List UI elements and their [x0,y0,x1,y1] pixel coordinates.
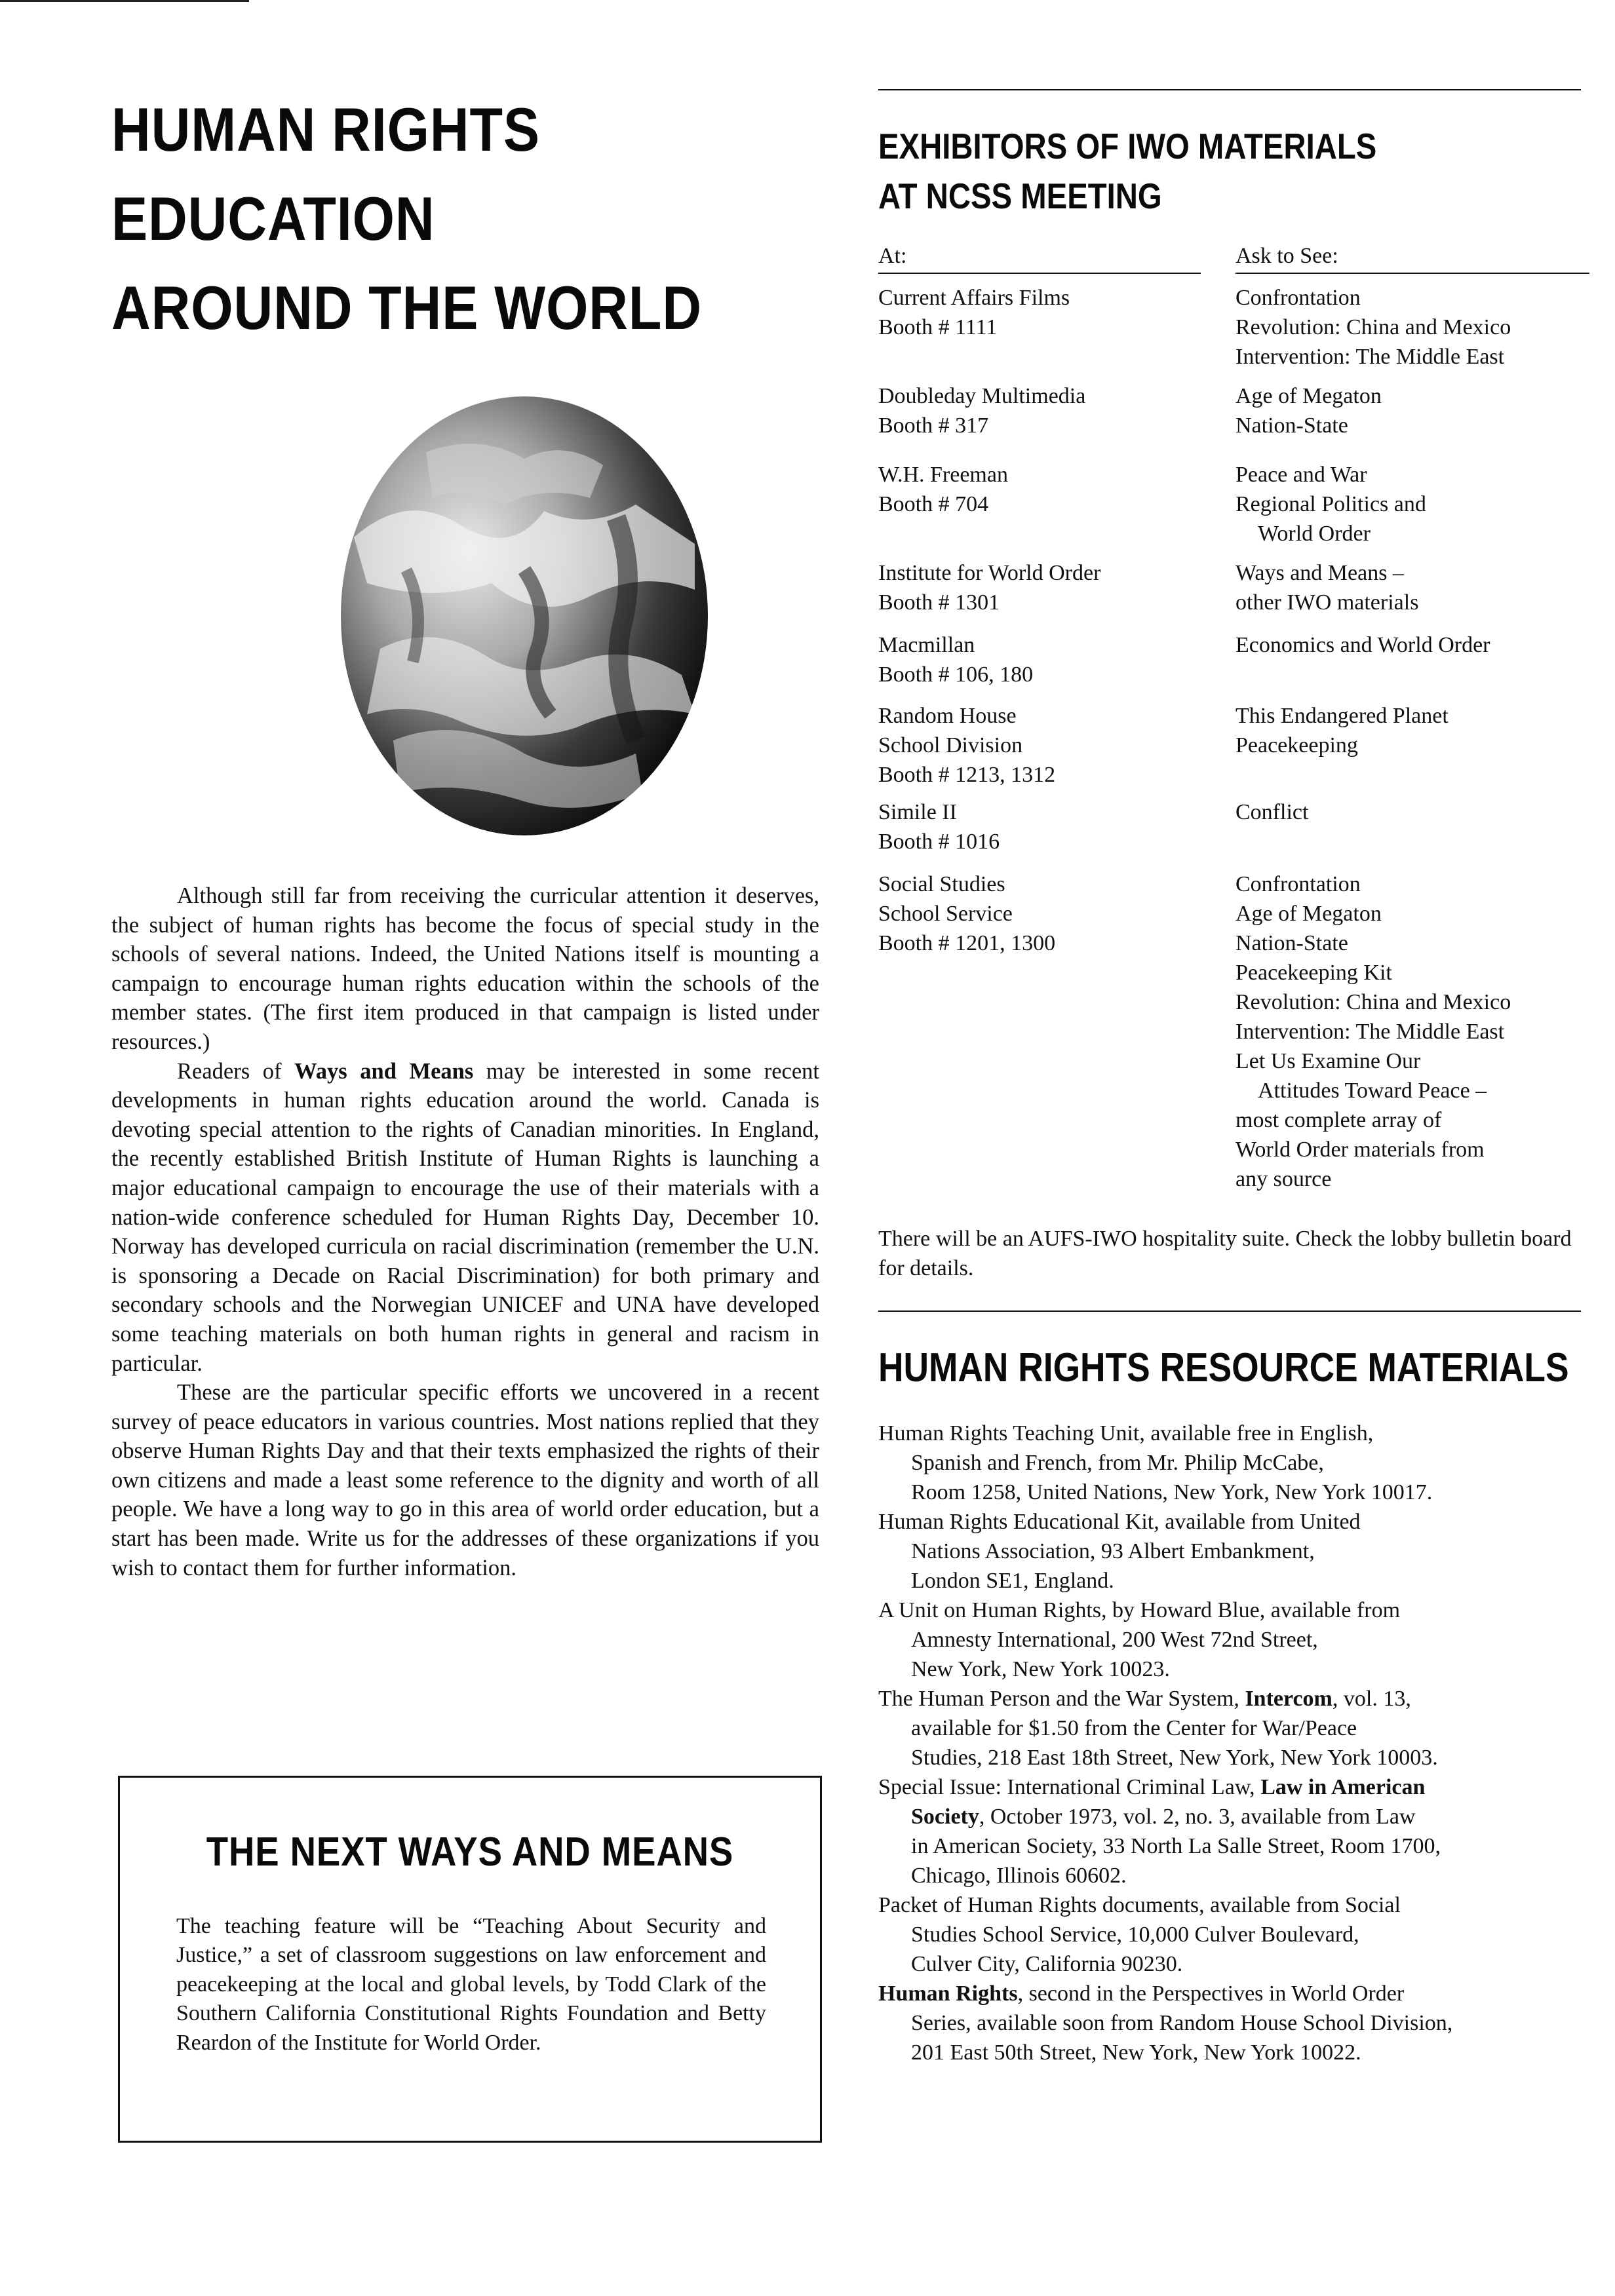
exhibitor-booth [878,630,1219,689]
exhibitor-material-line: Age of Megaton [1236,902,1382,926]
next-issue-text: The teaching feature will be “Teaching About Security and Justice,” a set of classroom suggestions on law enforcement and peacekeeping at the local and global levels, by Todd Clark of the Southern California Constitutional Rights Foundation and Betty Reardon of the Institute for World Order. [176,1914,766,2055]
exhibitor-booth-line: Doubleday Multimedia [878,384,1086,408]
exhibitor-booth-line: Booth # 317 [878,413,989,438]
exhibitor-booth [878,460,1219,519]
corner-rule [0,0,249,2]
resource-text-run: Law in American [1260,1775,1426,1799]
exhibitor-booth-line: Booth # 1213, 1312 [878,763,1056,787]
resource-text-run: Amnesty International, 200 West 72nd Street, [911,1628,1318,1652]
resource-text-run: Packet of Human Rights documents, available from Social [878,1893,1401,1917]
exhibitor-material-line: Nation-State [1236,413,1348,438]
resource-text-run: Intercom [1245,1687,1333,1711]
resource-item [878,1890,1586,1979]
resources-list [878,1419,1586,2067]
exhibitor-material-line: Age of Megaton [1236,384,1382,408]
exhibitor-material-line: Ways and Means – [1236,561,1404,585]
exhibitor-material-line: Attitudes Toward Peace – [1258,1079,1487,1103]
resource-text-run: Culver City, California 90230. [911,1952,1183,1976]
exhibitor-booth-line: Booth # 1016 [878,830,1000,854]
body-paragraph-1 [111,881,819,1057]
resource-line [878,1772,1586,1802]
resource-text-run: in American Society, 33 North La Salle Street, Room 1700, [911,1834,1441,1858]
exhibitor-booth [878,701,1219,790]
resource-item [878,1979,1586,2067]
exhibitor-booth [878,381,1219,440]
exhibitor-material-line: World Order [1258,522,1371,546]
left-column [111,85,819,2055]
resource-text-run: Special Issue: International Criminal Law, [878,1775,1261,1799]
resource-line [878,1537,1586,1566]
exhibitor-booth-line: Macmillan [878,633,975,657]
title-line-2: EDUCATION [111,184,435,253]
exhibitor-materials [1236,558,1603,617]
resource-line [878,1979,1586,2008]
exhibitor-booth-line: Social Studies [878,872,1005,896]
article-body [111,881,819,1582]
resource-item [878,1684,1586,1772]
exhibitor-materials [1236,870,1603,1194]
exhibitor-booth-line: Booth # 1111 [878,315,998,339]
next-issue-title: THE NEXT WAYS AND MEANS [206,1829,734,1875]
resource-text-run: , vol. 13, [1332,1687,1411,1711]
exhibitors-title-line-1: EXHIBITORS OF IWO MATERIALS [878,126,1377,166]
exhibitor-booth-line: W.H. Freeman [878,463,1008,487]
resource-line [878,1713,1586,1743]
exhibitors-title [878,121,1376,221]
exhibitor-material-line: Conflict [1236,800,1309,824]
exhibitor-booth-line: Booth # 1301 [878,590,1000,615]
resource-line [878,1802,1586,1831]
resource-text-run: 201 East 50th Street, New York, New York 10022. [911,2040,1361,2065]
exhibitor-materials [1236,630,1603,660]
body-paragraph-3 [111,1378,819,1582]
exhibitor-material-line: This Endangered Planet [1236,704,1449,728]
resource-text-run: available for $1.50 from the Center for War/Peace [911,1716,1357,1740]
exhibitor-material-line: Intervention: The Middle East [1236,1020,1505,1044]
resource-text-run: Series, available soon from Random House School Division, [911,2011,1453,2035]
exhibitor-material-line: Let Us Examine Our [1236,1049,1421,1073]
exhibitor-booth [878,558,1219,617]
body-text-run: Ways and Means [294,1058,474,1084]
earth-photo [328,373,721,858]
section-rule [878,1311,1581,1312]
resource-text-run: Spanish and French, from Mr. Philip McCabe, [911,1451,1324,1475]
column-header-ask-to-see: Ask to See: [1236,244,1338,268]
exhibitor-booth-line: School Division [878,733,1023,757]
exhibitor-materials [1236,381,1603,440]
resource-text-run: Human Rights [878,1981,1018,2006]
exhibitor-booth-line: Booth # 704 [878,492,989,516]
exhibitor-material-line: Revolution: China and Mexico [1236,990,1511,1014]
resource-item [878,1507,1586,1596]
column-header-rule-see [1236,273,1589,274]
resource-line [878,2008,1586,2038]
resource-text-run: Chicago, Illinois 60602. [911,1864,1127,1888]
resource-text-run: Nations Association, 93 Albert Embankment, [911,1539,1315,1563]
article-title [111,85,734,353]
resource-text-run: , second in the Perspectives in World Order [1017,1981,1405,2006]
resource-text-run: Human Rights Teaching Unit, available free in English, [878,1421,1374,1445]
exhibitors-title-line-2: AT NCSS MEETING [878,176,1162,216]
exhibitor-booth-line: School Service [878,902,1013,926]
next-issue-box [118,1776,822,2143]
body-text-run: These are the particular specific efforts we uncovered in a recent survey of peace educators in various countries. Most nations replied that they observe Human Rights Day and that their texts emphasized the rights of their own citizens and made a least some reference to the dignity and worth of all people. We have a long way to go in this area of world order education, but a start has been made. Write us for the addresses of these organizations if you wish to contact them for further information. [111,1380,819,1580]
resource-item [878,1596,1586,1684]
resource-text-run: London SE1, England. [911,1569,1114,1593]
exhibitor-material-line: Confrontation [1236,286,1361,310]
resources-title: HUMAN RIGHTS RESOURCE MATERIALS [878,1345,1569,1390]
resource-text-run: , October 1973, vol. 2, no. 3, available from Law [979,1805,1416,1829]
exhibitor-material-line: most complete array of [1236,1108,1442,1132]
exhibitor-booth [878,870,1219,958]
resource-line [878,1684,1586,1713]
exhibitor-booth-line: Booth # 106, 180 [878,662,1034,687]
exhibitor-booth-line: Simile II [878,800,957,824]
body-paragraph-2 [111,1057,819,1379]
body-text-run: Readers of [177,1058,295,1084]
resource-line [878,1448,1586,1478]
exhibitor-materials [1236,701,1603,760]
resource-line [878,1655,1586,1684]
resource-line [878,2038,1586,2067]
exhibitor-booth-line: Current Affairs Films [878,286,1070,310]
body-text-run: Although still far from receiving the curricular attention it deserves, the subject of human rights has become the focus of special study in the schools of several nations. Indeed, the United Nations itself is mounting a campaign to encourage human rights education within the schools of the member states. (The first item produced in that campaign is listed under resources.) [111,883,819,1054]
resource-line [878,1566,1586,1596]
right-column [878,0,1586,2296]
resource-line [878,1920,1586,1949]
exhibitor-materials [1236,283,1603,372]
resource-text-run: Studies School Service, 10,000 Culver Boulevard, [911,1923,1359,1947]
exhibitor-material-line: Peacekeeping [1236,733,1358,757]
exhibitor-booth [878,797,1219,856]
resource-line [878,1831,1586,1861]
resource-text-run: New York, New York 10023. [911,1657,1170,1681]
resource-text-run: The Human Person and the War System, [878,1687,1245,1711]
exhibitor-materials [1236,460,1603,548]
resource-text-run: A Unit on Human Rights, by Howard Blue, available from [878,1598,1401,1622]
exhibitor-booth-line: Random House [878,704,1017,728]
resource-text-run: Room 1258, United Nations, New York, New York 10017. [911,1480,1433,1504]
earth-globe-image [328,373,721,858]
exhibitor-material-line: Revolution: China and Mexico [1236,315,1511,339]
exhibitor-material-line: other IWO materials [1236,590,1419,615]
exhibitor-booth-line: Institute for World Order [878,561,1101,585]
exhibitor-material-line: any source [1236,1167,1332,1191]
resource-item [878,1772,1586,1890]
exhibitor-material-line: World Order materials from [1236,1138,1485,1162]
resource-text-run: Human Rights Educational Kit, available from United [878,1510,1361,1534]
resource-text-run: Society [911,1805,979,1829]
exhibitor-material-line: Nation-State [1236,931,1348,955]
resource-line [878,1478,1586,1507]
body-text-run: may be interested in some recent developments in human rights education around the world. Canada is devoting special attention to the rights of Canadian minorities. In England, the recently established British Institute of Human Rights is launching a major educational campaign to encourage the use of their materials with a nation-wide conference scheduled for Human Rights Day, December 10. Norway has developed curricula on racial discrimination (remember the U.N. is sponsoring a Decade on Racial Discrimination) for both primary and secondary schools and the Norwegian UNICEF and UNA have developed some teaching materials on both human rights in general and racism in particular. [111,1058,819,1376]
exhibitor-booth [878,283,1219,342]
hospitality-note: There will be an AUFS-IWO hospitality suite. Check the lobby bulletin board for details. [878,1227,1572,1280]
resource-line [878,1890,1586,1920]
title-line-1: HUMAN RIGHTS [111,95,540,164]
resource-line [878,1507,1586,1537]
exhibitor-material-line: Economics and World Order [1236,633,1490,657]
resource-line [878,1419,1586,1448]
resource-item [878,1419,1586,1507]
title-line-3: AROUND THE WORLD [111,273,702,342]
exhibitor-material-line: Confrontation [1236,872,1361,896]
exhibitor-materials [1236,797,1603,827]
exhibitor-material-line: Peace and War [1236,463,1367,487]
resource-line [878,1743,1586,1772]
exhibitor-material-line: Peacekeeping Kit [1236,961,1392,985]
exhibitor-material-line: Regional Politics and [1236,492,1426,516]
resource-line [878,1596,1586,1625]
resource-text-run: Studies, 218 East 18th Street, New York, New York 10003. [911,1746,1438,1770]
resource-line [878,1949,1586,1979]
top-rule [878,89,1581,90]
exhibitor-material-line: Intervention: The Middle East [1236,345,1505,369]
column-header-rule-at [878,273,1201,274]
resource-line [878,1625,1586,1655]
column-header-at: At: [878,244,907,268]
exhibitor-booth-line: Booth # 1201, 1300 [878,931,1056,955]
resource-line [878,1861,1586,1890]
